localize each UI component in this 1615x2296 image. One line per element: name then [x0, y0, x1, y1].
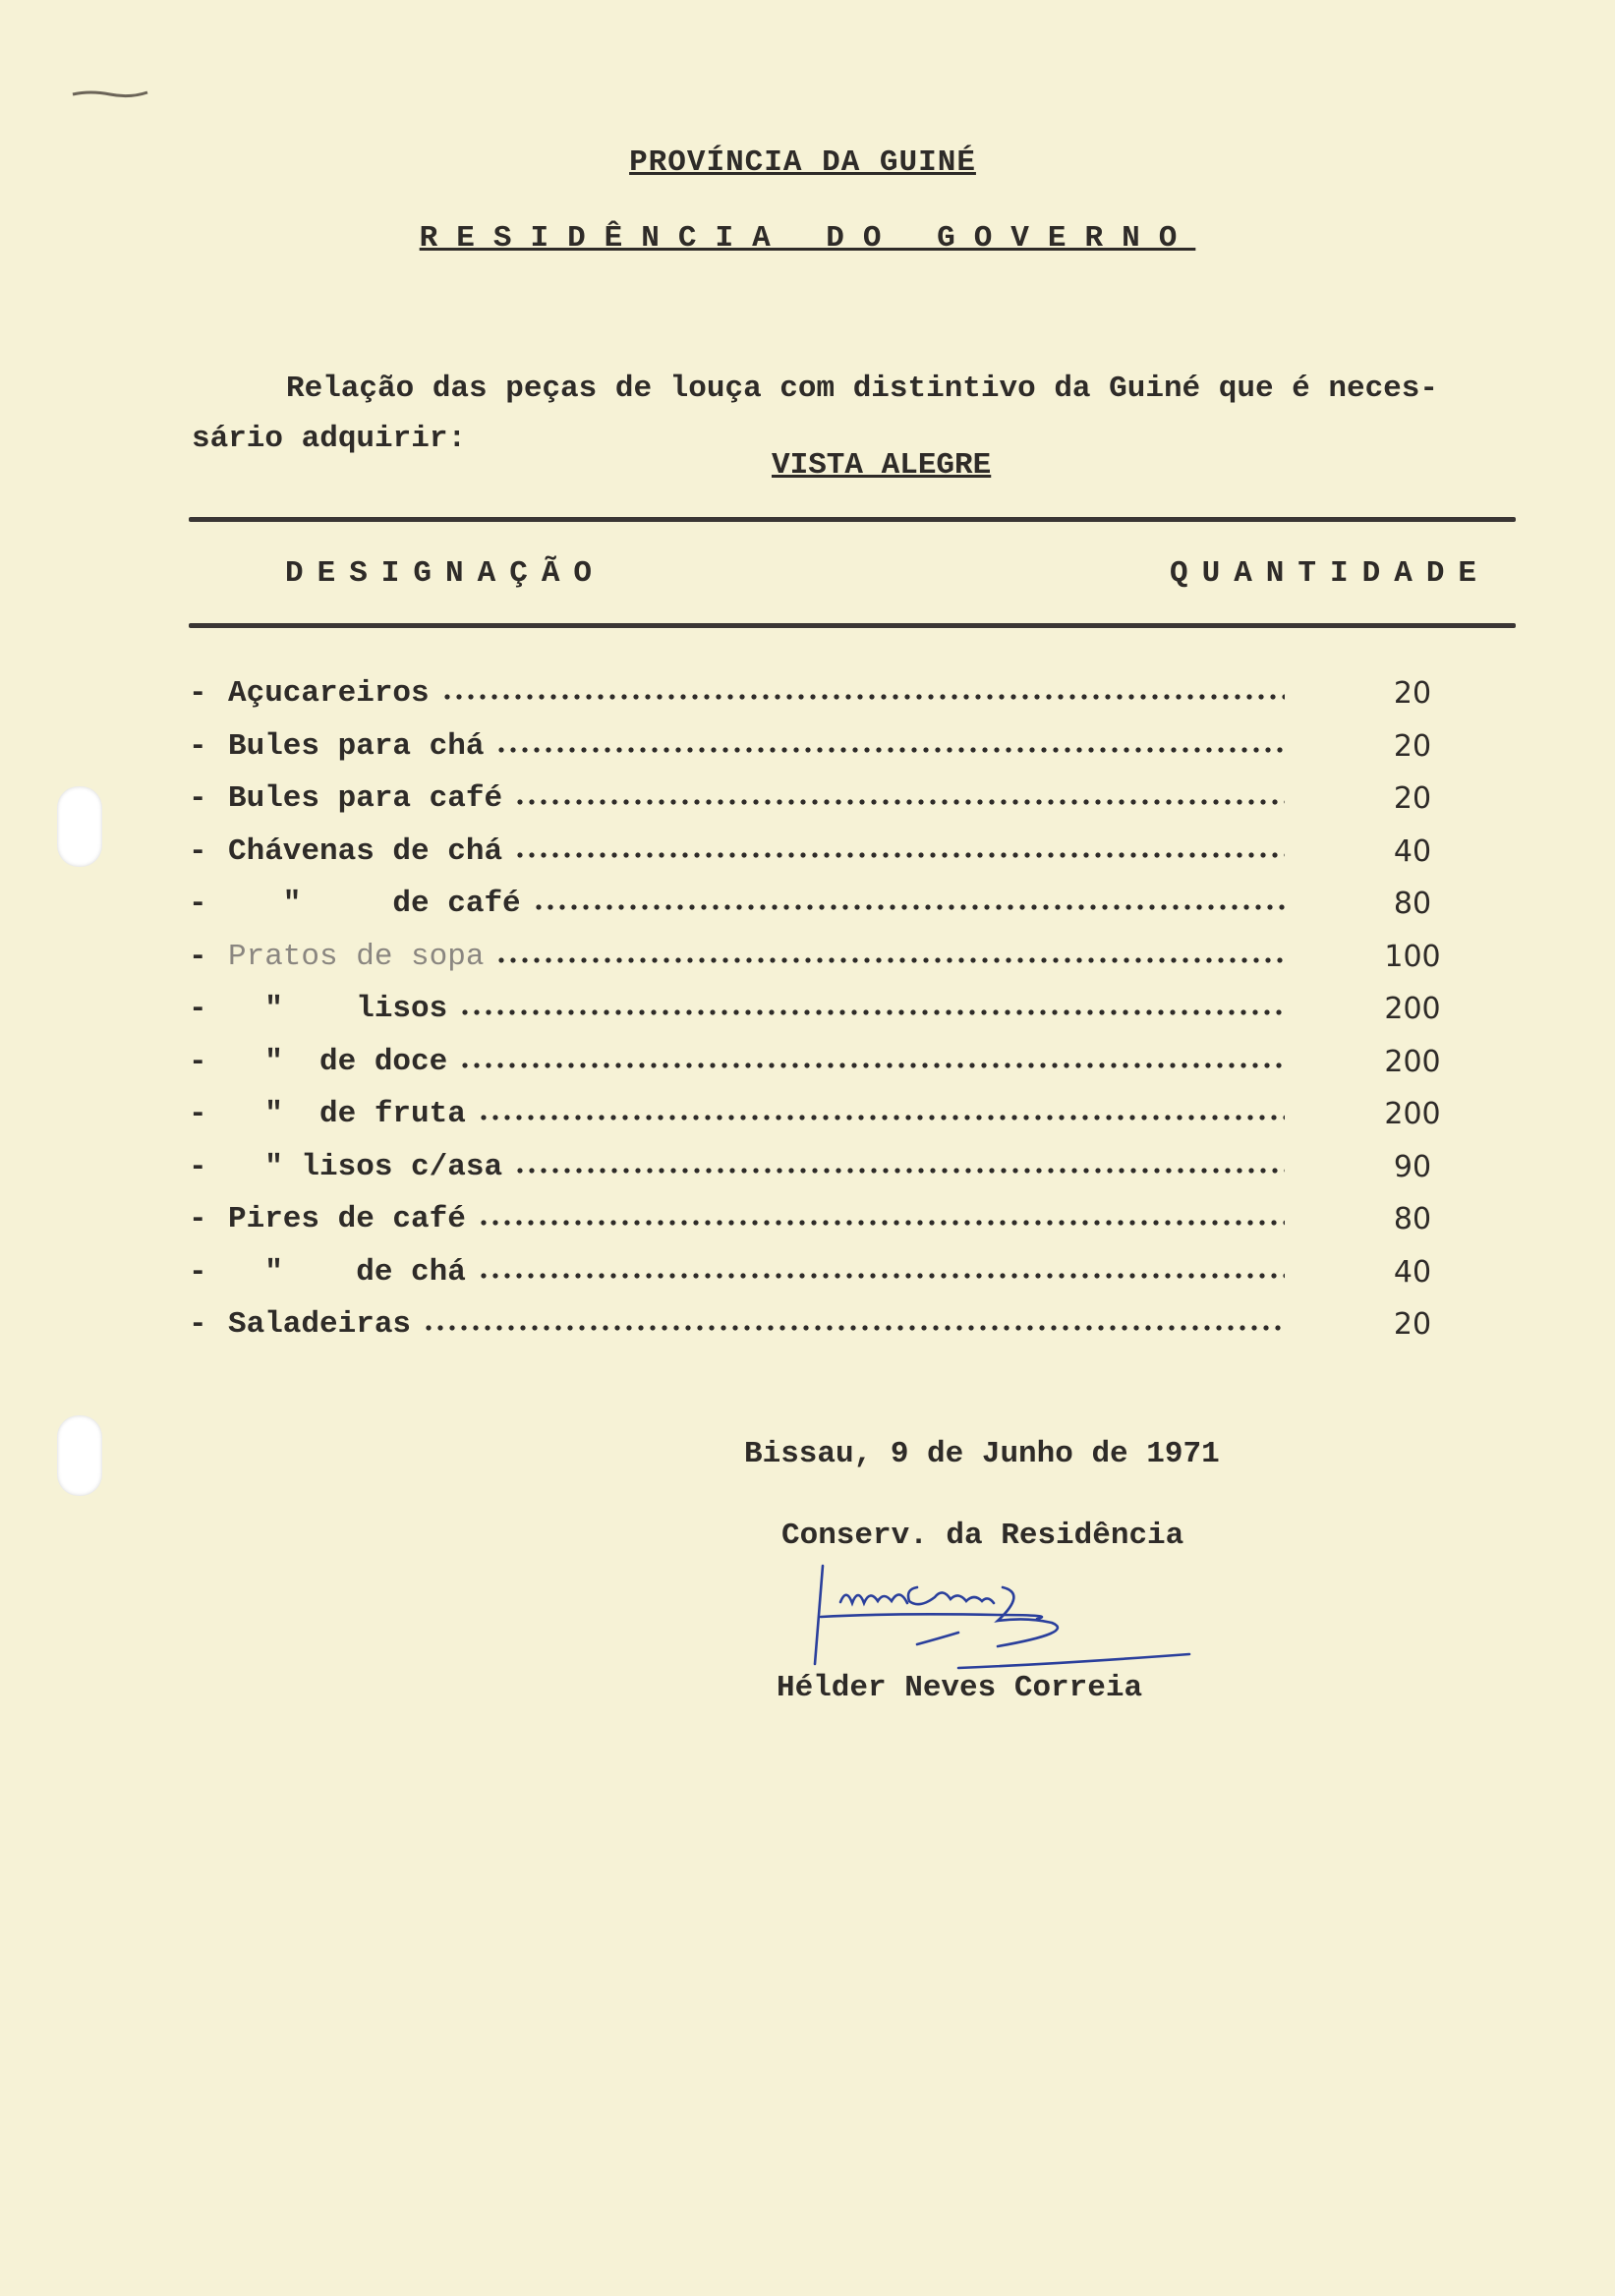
signer-name: Hélder Neves Correia: [777, 1671, 1143, 1705]
row-dot-leader: [533, 904, 1285, 910]
row-dash: -: [189, 1307, 207, 1342]
intro-line-1: Relação das peças de louça com distintivo da Guiné que é neces-: [286, 372, 1438, 406]
row-designation: " lisos: [228, 992, 448, 1026]
row-dash: -: [189, 728, 207, 764]
row-designation: " de chá: [228, 1254, 466, 1290]
ink-smudge: [71, 86, 149, 100]
supplier-name: VISTA ALEGRE: [772, 448, 992, 483]
row-designation: " lisos c/asa: [228, 1149, 503, 1184]
row-dash: -: [189, 676, 207, 711]
row-designation: " de fruta: [228, 1097, 466, 1131]
row-dot-leader: [478, 1273, 1285, 1279]
table-row: [189, 1202, 1467, 1255]
row-quantity: 20: [1393, 728, 1432, 764]
row-designation: Pratos de sopa: [228, 939, 485, 974]
row-dot-leader: [514, 852, 1285, 858]
row-dot-leader: [495, 957, 1285, 963]
row-quantity: 200: [1384, 992, 1441, 1026]
row-designation: Pires de café: [228, 1202, 466, 1236]
row-quantity: 200: [1384, 1097, 1441, 1131]
row-dash: -: [189, 781, 207, 816]
row-quantity: 100: [1384, 939, 1441, 974]
table-row: [189, 729, 1467, 782]
row-quantity: 80: [1393, 887, 1432, 921]
row-dash: -: [189, 1202, 207, 1236]
row-quantity: 200: [1384, 1044, 1441, 1079]
row-dot-leader: [423, 1325, 1285, 1331]
table-row: [189, 834, 1467, 888]
signer-role: Conserv. da Residência: [781, 1519, 1184, 1553]
table-row: [189, 940, 1467, 993]
row-dot-leader: [478, 1115, 1285, 1120]
office-heading: RESIDÊNCIA DO GOVERNO: [419, 221, 1196, 256]
row-designation: Bules para chá: [228, 728, 485, 764]
column-header-quantity: QUANTIDADE: [1170, 556, 1491, 591]
row-dash: -: [189, 939, 207, 974]
intro-line-2: sário adquirir:: [192, 422, 467, 456]
row-dash: -: [189, 1149, 207, 1184]
row-designation: Saladeiras: [228, 1307, 412, 1342]
row-dash: -: [189, 833, 207, 869]
table-row: [189, 1097, 1467, 1150]
row-dot-leader: [478, 1220, 1285, 1226]
table-row: [189, 781, 1467, 834]
row-quantity: 40: [1393, 833, 1432, 869]
row-quantity: 80: [1393, 1202, 1432, 1236]
column-header-designation: DESIGNAÇÃO: [285, 556, 606, 591]
row-designation: Açucareiros: [228, 676, 430, 711]
item-list: [189, 676, 1467, 1360]
row-quantity: 20: [1393, 781, 1432, 816]
place-date: Bissau, 9 de Junho de 1971: [744, 1437, 1220, 1471]
row-dash: -: [189, 992, 207, 1026]
punch-hole-top: [57, 786, 102, 867]
table-row: [189, 887, 1467, 940]
row-dash: -: [189, 887, 207, 921]
table-row: [189, 992, 1467, 1045]
row-dot-leader: [459, 1009, 1285, 1015]
handwritten-signature: [801, 1558, 1214, 1676]
province-heading: PROVÍNCIA DA GUINÉ: [629, 145, 976, 180]
row-dot-leader: [514, 1168, 1285, 1174]
table-top-rule: [189, 517, 1516, 522]
row-quantity: 20: [1393, 676, 1432, 711]
table-row: [189, 1255, 1467, 1308]
row-dot-leader: [459, 1062, 1285, 1068]
row-dot-leader: [514, 799, 1285, 805]
row-quantity: 90: [1393, 1149, 1432, 1184]
table-row: [189, 1307, 1467, 1360]
row-designation: " de café: [228, 887, 521, 921]
row-dot-leader: [441, 694, 1285, 700]
row-quantity: 20: [1393, 1307, 1432, 1342]
row-designation: Chávenas de chá: [228, 833, 503, 869]
row-designation: Bules para café: [228, 781, 503, 816]
row-designation: " de doce: [228, 1044, 448, 1079]
row-dash: -: [189, 1254, 207, 1290]
table-header-rule: [189, 623, 1516, 628]
table-row: [189, 676, 1467, 729]
row-dot-leader: [495, 747, 1285, 753]
row-quantity: 40: [1393, 1254, 1432, 1290]
table-row: [189, 1045, 1467, 1098]
row-dash: -: [189, 1097, 207, 1131]
punch-hole-bottom: [57, 1415, 102, 1496]
row-dash: -: [189, 1044, 207, 1079]
table-row: [189, 1150, 1467, 1203]
